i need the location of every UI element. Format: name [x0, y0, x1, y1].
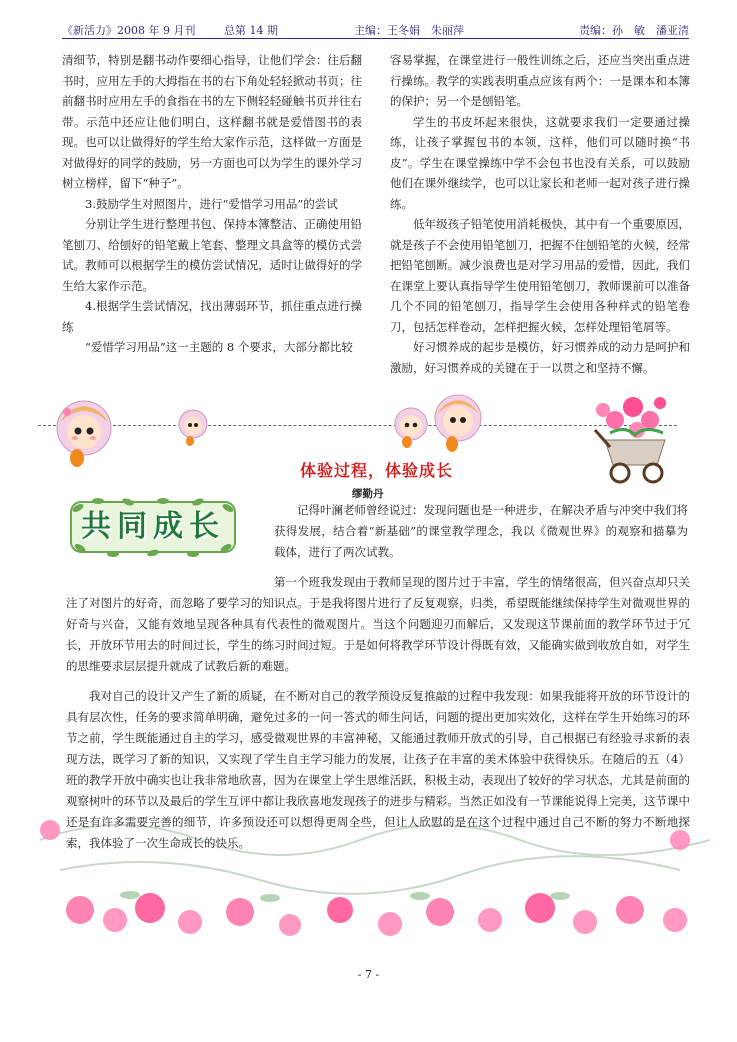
body-paragraph: 第一个班我发现由于教师呈现的图片过于丰富，学生的情绪很高，但兴奋点却只关注了对图片的好奇，而忽略了要学习的知识点。于是我将图片进行了反复观察，归类，希望既能继续保持学生对微观世界的好奇与兴奋，又能有效地呈现各种具有代表性的微观图片。当这个问题迎刃而解后，又发现这节课前面的教学环节过于冗长，开放环节用去的时间过长，学生的练习时间过短。于是如何将教学环节设计得既有效，又能确实做到收放自如，对学生的思维要求层层提升就成了试教后新的难题。	[66, 575, 690, 673]
left-subheading: 3.鼓励学生对照图片，进行“爱惜学习用品”的尝试	[85, 196, 338, 211]
left-column	[62, 50, 362, 358]
journal-name: 《新活力》2008 年 9 月刊	[62, 24, 196, 37]
page-number: - 7 -	[357, 968, 380, 981]
cartoon-girl-icon	[55, 398, 113, 470]
left-subheading: 4.根据学生尝试情况，找出薄弱环节，抓住重点进行操练	[62, 299, 362, 334]
issue-number: 总第 14 期	[224, 24, 278, 37]
intro-paragraph: 记得叶澜老师曾经说过：发现问题也是一种进步，在解决矛盾与冲突中我们将获得发展，结合着“新基础”的课堂教学理念，我以《微观世界》的观察和描摹为载体，进行了两次试教。	[274, 503, 688, 559]
right-paragraph: 好习惯养成的起步是模仿，好习惯养成的动力是呵护和激励，好习惯养成的关键在于一以贯之和坚持不懈。	[390, 340, 690, 375]
cartoon-girl-icon	[178, 408, 208, 448]
right-paragraph: 学生的书皮坏起来很快，这就要求我们一定要通过操练，让孩子掌握包书的本领，这样，他们可以随时换“书皮”。学生在课堂操练中学不会包书也没有关系，可以鼓励他们在课外继续学，也可以让家长和老师一起对孩子进行操练。	[390, 114, 690, 211]
left-paragraph: “爱惜学习用品”这一主题的 8 个要求，大部分都比较	[85, 340, 353, 354]
section-badge	[68, 496, 238, 558]
left-paragraph: 清细节，特别是翻书动作要细心指导，让他们学会：往后翻书时，应用左手的大拇指在书的右下角处轻轻掀动书页；往前翻书时应用左手的食指在书的左下侧轻轻碰触书页并往右带。示范中还应让他们明白，这样翻书就是爱惜图书的表现。也可以让做得好的学生给大家作示范，这样做一方面是对做得好的同学的鼓励，另一方面也可以为学生的课外学习树立榜样，留下“种子”。	[62, 53, 362, 190]
responsible-editors: 责编：孙 敏 潘亚清	[579, 24, 689, 37]
article-title: 体验过程，体验成长	[300, 461, 454, 480]
cartoon-girl-icon	[433, 392, 483, 454]
right-paragraph: 容易掌握，在课堂进行一般性训练之后，还应当突出重点进行操练。教学的实践表明重点应该有两个：一是课本和本簿的保护；另一个是刨铅笔。	[390, 53, 690, 108]
article-paragraph-1	[66, 572, 690, 677]
article-author: 缪勤丹	[352, 488, 384, 500]
right-paragraph: 低年级孩子铅笔使用消耗极快，其中有一个重要原因，就是孩子不会使用铅笔刨刀，把握不住刨铅笔的火候，经常把铅笔刨断。减少浪费也是对学习用品的爱惜，因此，我们在课堂上要认真指导学生使用铅笔刨刀，教师课前可以准备几个不同的铅笔刨刀，指导学生会使用各种样式的铅笔卷刀，包括怎样卷动，怎样把握火候，怎样处理铅笔屑等。	[390, 217, 690, 334]
chief-editors: 主编：王冬娟 朱丽萍	[354, 24, 464, 37]
body-paragraph: 我对自己的设计又产生了新的质疑，在不断对自己的教学预设反复推敲的过程中我发现：如果我能将开放的环节设计的具有层次性，任务的要求简单明确，避免过多的一问一答式的师生问话，问题的提出更加实效化，这样在学生开始练习的环节之前，学生既能通过自主的学习，感受微观世界的丰富神秘，又能通过教师开放式的引导，自己根据已有经验寻求新的表现方法，既学习了新的知识，又实现了学生自主学习能力的发展，让孩子在丰富的美术体验中获得快乐。在随后的五（4）班的教学开放中确实也让我非常地欣喜，因为在课堂上学生思维活跃，积极主动，表现出了较好的学习状态，尤其是前面的观察树叶的环节以及最后的学生互评中都让我欣喜地发现孩子的进步与精彩。当然正如没有一节课能说得上完美，这节课中还是有许多需要完善的细节，许多预设还可以想得更周全些，但让人欣慰的是在这个过程中通过自己不断的努力不断地探索，我体验了一次生命成长的快乐。	[66, 689, 690, 850]
right-column	[390, 50, 690, 378]
left-paragraph: 分别让学生进行整理书包、保持本簿整洁、正确使用铅笔刨刀、给刨好的铅笔戴上笔套、整理文具盒等的模仿式尝试。教师可以根据学生的模仿尝试情况，适时让做得好的学生给大家作示范。	[62, 217, 362, 293]
article-intro	[274, 500, 688, 563]
badge-label: 共同成长	[81, 509, 225, 544]
article-paragraph-2	[66, 686, 690, 854]
flower-cart-icon	[575, 385, 675, 485]
running-header	[62, 22, 689, 39]
cartoon-girl-icon	[393, 405, 429, 449]
